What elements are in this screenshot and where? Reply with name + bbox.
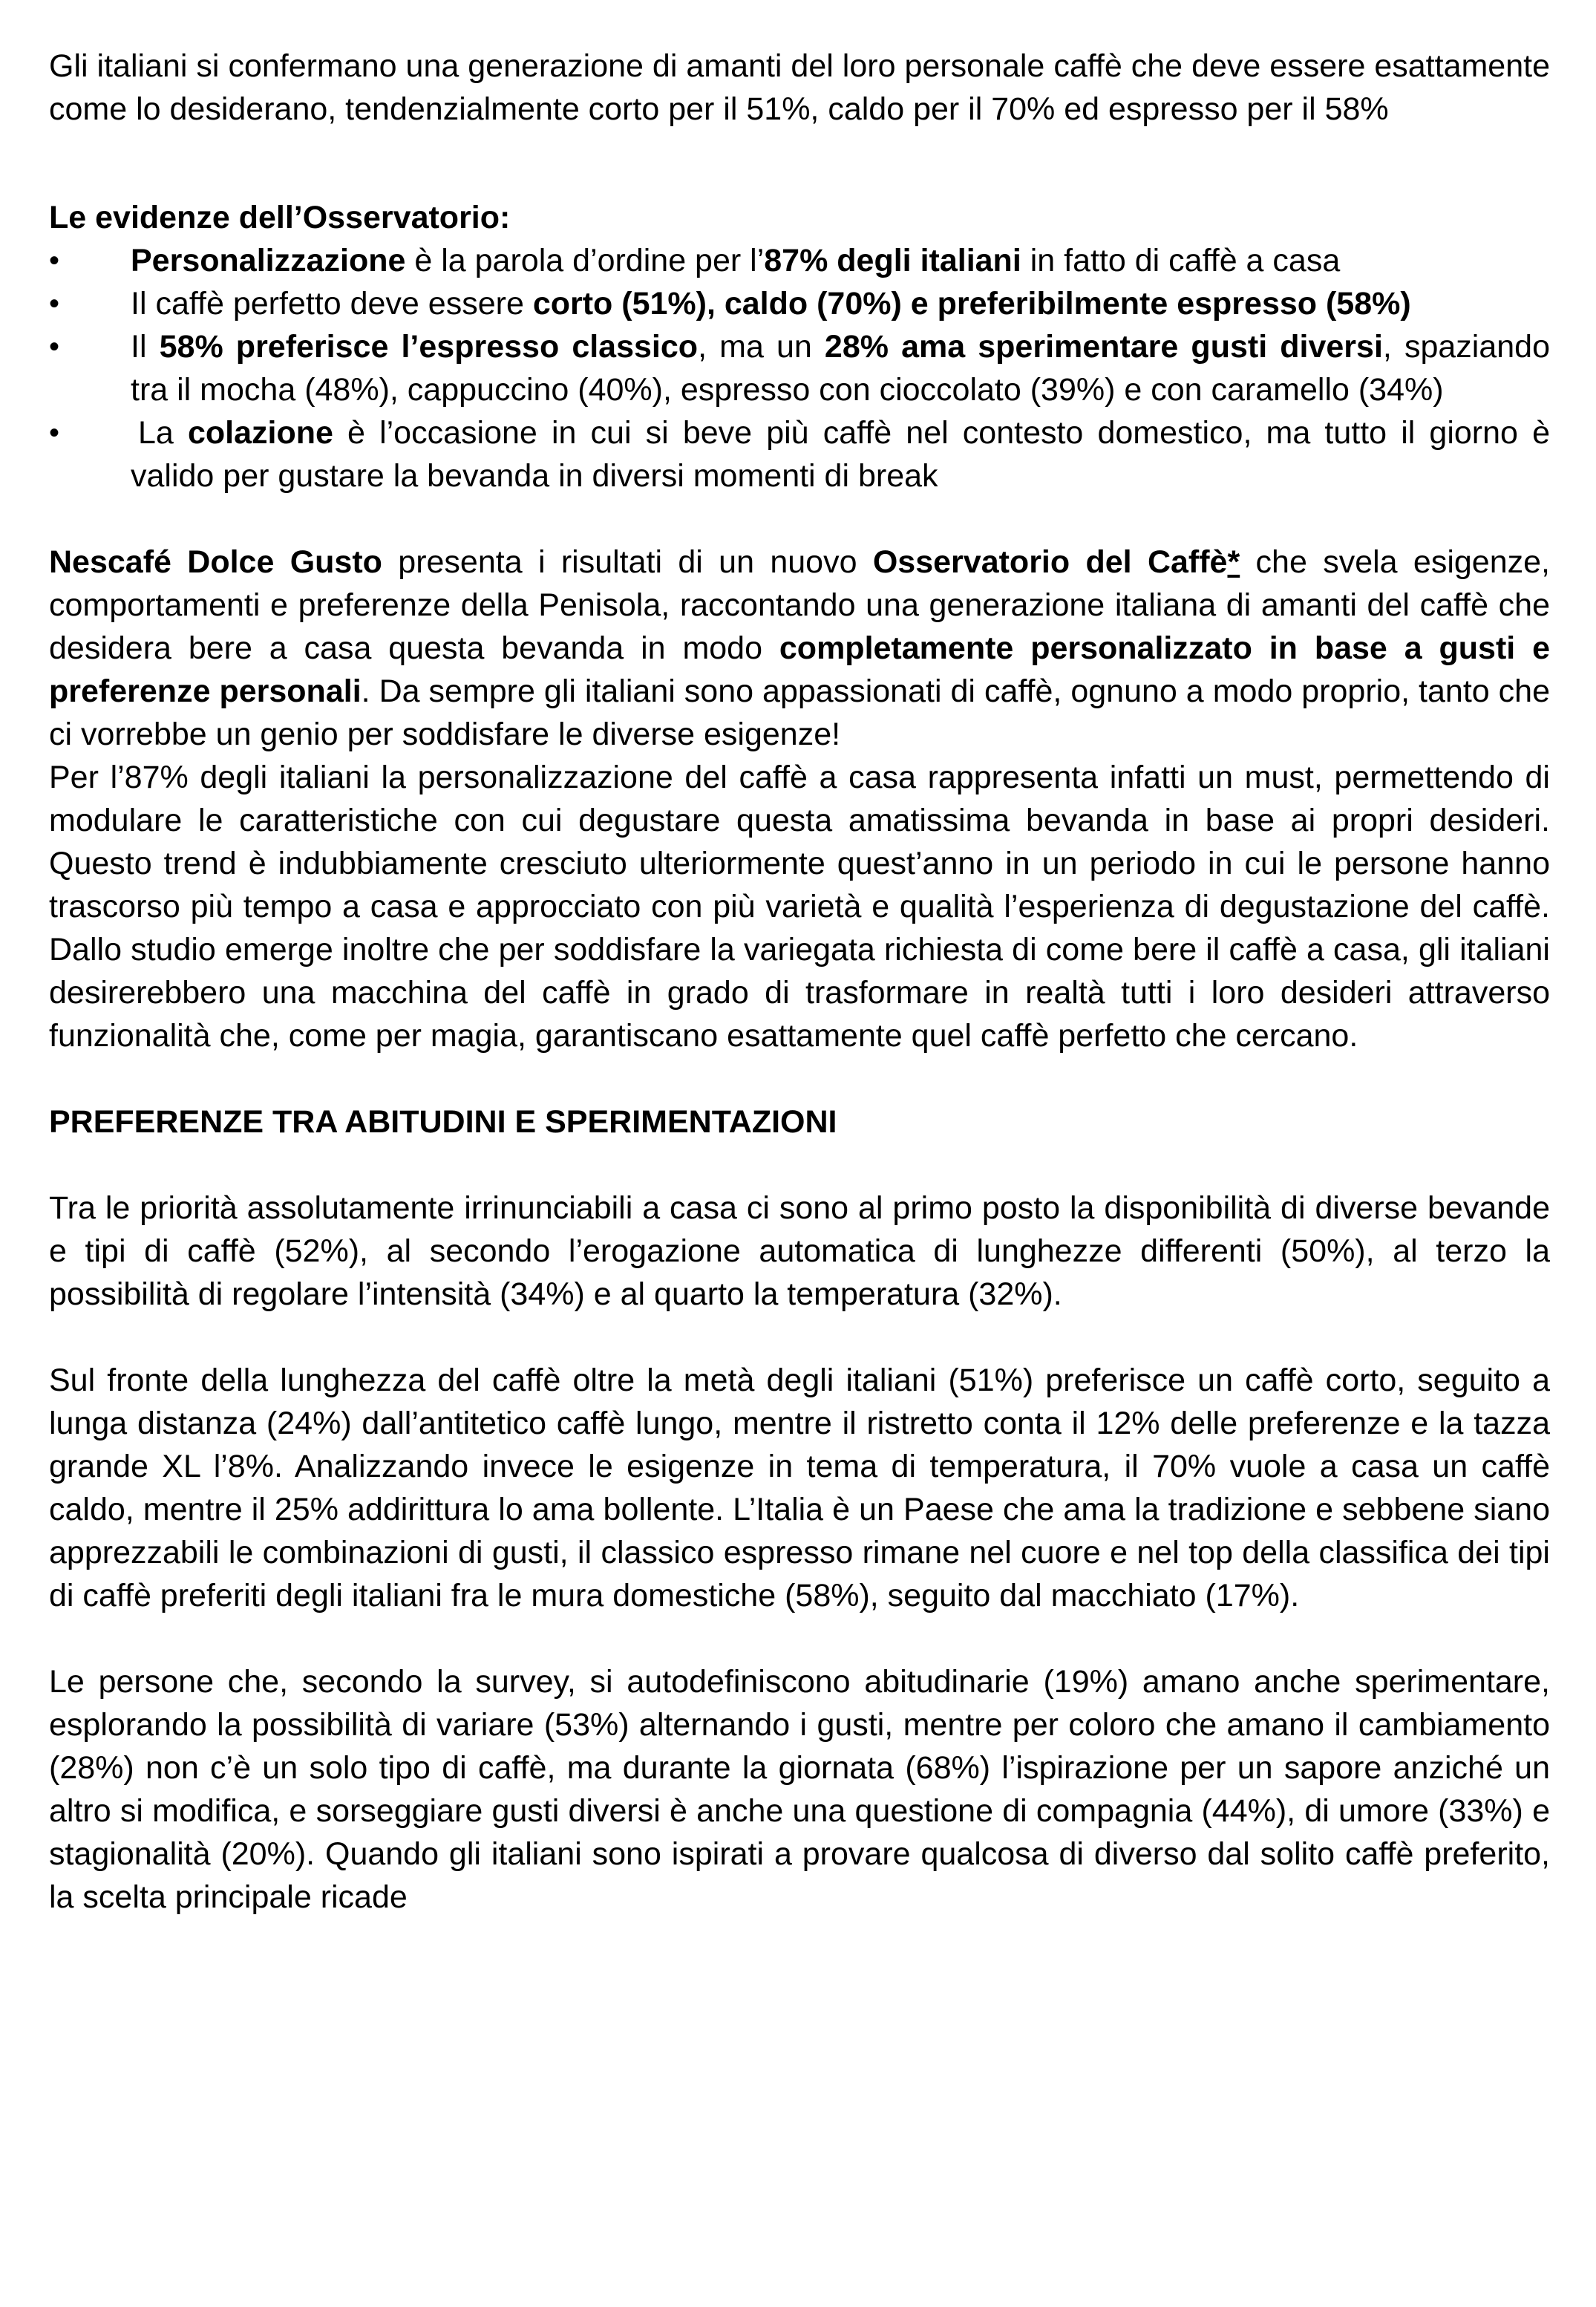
spacer (49, 131, 1550, 196)
bold-text: 28% ama sperimentare gusti diversi (824, 329, 1383, 365)
body-paragraph-3: Tra le priorità assolutamente irrinunciabili a casa ci sono al primo posto la disponibilità di diverse bevande e tipi di caffè (52%), al secondo l’erogazione automatica di lunghezze differenti (50%), al terzo la possibilità di regolare l’intensità (34%) e al quarto la temperatura (32%). (49, 1190, 1550, 1312)
spacer (49, 1057, 1550, 1100)
text: . Da sempre gli italiani sono appassionati di caffè, ognuno a modo proprio, tanto che ci vorrebbe un genio per soddisfare le diverse esigenze! (49, 673, 1551, 752)
text: è la parola d’ordine per l’ (405, 243, 765, 278)
spacer (49, 497, 1550, 541)
body-paragraph-2: Per l’87% degli italiani la personalizzazione del caffè a casa rappresenta infatti un must, permettendo di modulare le caratteristiche con cui degustare questa amatissima bevanda in base ai propri desideri. Questo trend è indubbiamente cresciuto ulteriormente quest’anno in un periodo in cui le persone hanno trascorso più tempo a casa e approcciato con più varietà e qualità l’esperienza di degustazione del caffè. Dallo studio emerge inoltre che per soddisfare la variegata richiesta di come bere il caffè a casa, gli italiani desirerebbero una macchina del caffè in grado di trasformare in realtà tutti i loro desideri attraverso funzionalità che, come per magia, garantiscano esattamente quel caffè perfetto che cercano. (49, 760, 1550, 1054)
document-page (49, 45, 1550, 1919)
text: , ma un (698, 329, 825, 365)
bold-text: 87% degli italiani (764, 243, 1021, 278)
bold-text: Osservatorio del Caffè (872, 544, 1228, 580)
text: che svela esigenze, comportamenti e preferenze della Penisola, raccontando una generazione italiana di amanti del caffè che desidera bere a casa questa bevanda in modo (49, 544, 1550, 666)
body-paragraph-5: Le persone che, secondo la survey, si autodefiniscono abitudinarie (19%) amano anche sperimentare, esplorando la possibilità di variare (53%) alternando i gusti, mentre per coloro che amano il cambiamento (28%) non c’è un solo tipo di caffè, ma durante la giornata (68%) l’ispirazione per un sapore anziché un altro si modifica, e sorseggiare gusti diversi è anche una questione di compagnia (44%), di umore (33%) e stagionalità (20%). Quando gli italiani sono ispirati a provare qualcosa di diverso dal solito caffè preferito, la scelta principale ricade (49, 1664, 1550, 1915)
text: Il (131, 329, 160, 365)
evidence-item (49, 411, 1550, 497)
intro-paragraph: Gli italiani si confermano una generazione di amanti del loro personale caffè che deve essere esattamente come lo desiderano, tendenzialmente corto per il 51%, caldo per il 70% ed espresso per il 58% (49, 48, 1550, 127)
evidence-item (49, 325, 1550, 411)
text: La (138, 415, 188, 451)
spacer (49, 1316, 1550, 1359)
spacer (49, 1143, 1550, 1187)
bold-text: Personalizzazione (131, 243, 406, 278)
text: , spaziando tra il mocha (48%), cappuccino (40%), espresso con cioccolato (39%) e con caramello (34%) (131, 329, 1551, 408)
evidence-heading: Le evidenze dell’Osservatorio: (49, 200, 511, 235)
text: in fatto di caffè a casa (1021, 243, 1341, 278)
bold-text: completamente personalizzato in base a gusti e preferenze personali (49, 630, 1551, 709)
text: presenta i risultati di un nuovo (382, 544, 873, 580)
body-paragraph-1 (49, 541, 1550, 756)
body-paragraph-4: Sul fronte della lunghezza del caffè oltre la metà degli italiani (51%) preferisce un caffè corto, seguito a lunga distanza (24%) dall’antitetico caffè lungo, mentre il ristretto conta il 12% delle preferenze e la tazza grande XL l’8%. Analizzando invece le esigenze in tema di temperatura, il 70% vuole a casa un caffè caldo, mentre il 25% addirittura lo ama bollente. L’Italia è un Paese che ama la tradizione e sebbene siano apprezzabili le combinazioni di gusti, il classico espresso rimane nel cuore e nel top della classifica dei tipi di caffè preferiti degli italiani fra le mura domestiche (58%), seguito dal macchiato (17%). (49, 1363, 1550, 1613)
text: è l’occasione in cui si beve più caffè nel contesto domestico, ma tutto il giorno è valido per gustare la bevanda in diversi momenti di break (131, 415, 1551, 494)
evidence-list (49, 239, 1550, 497)
bold-text: Nescafé Dolce Gusto (49, 544, 382, 580)
section-heading: PREFERENZE TRA ABITUDINI E SPERIMENTAZIONI (49, 1104, 837, 1140)
bold-text: corto (51%), caldo (70%) e preferibilmente espresso (58%) (532, 286, 1411, 322)
footnote-mark: * (1227, 544, 1240, 580)
spacer (49, 1617, 1550, 1660)
bold-text: 58% preferisce l’espresso classico (159, 329, 699, 365)
evidence-item (49, 282, 1550, 325)
text: Il caffè perfetto deve essere (131, 286, 533, 322)
bold-text: colazione (187, 415, 333, 451)
evidence-item (49, 239, 1550, 282)
